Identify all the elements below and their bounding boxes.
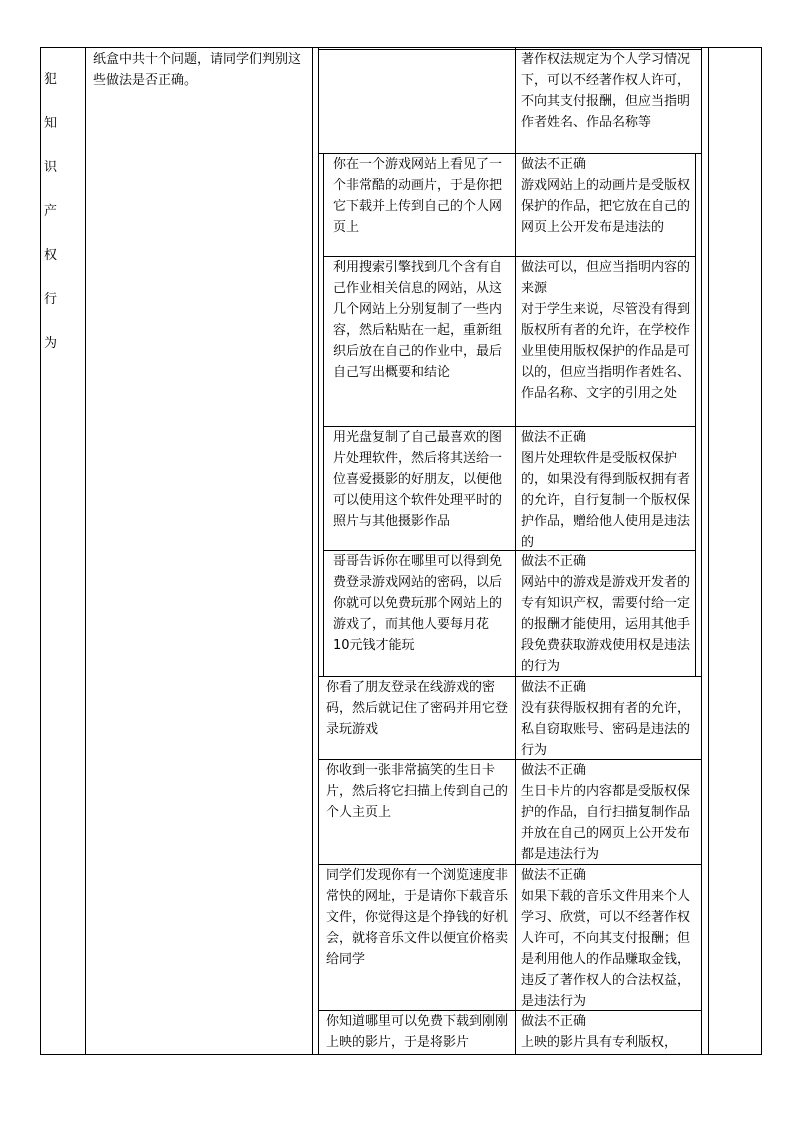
column-divider (708, 47, 709, 1055)
answer-cell: 做法不正确 如果下载的音乐文件用来个人学习、欣赏，可以不经著作权人许可，不向其支付报酬；但是利用他人的作品赚取金钱，违反了著作权人的合法权益，是违法行为 (521, 868, 691, 1009)
answer-cell: 做法不正确 游戏网站上的动画片是受版权保护的作品，把它放在自己的网页上公开发布是违法的 (521, 157, 691, 235)
column-divider (312, 47, 313, 1055)
answer-cell: 做法不正确 网站中的游戏是游戏开发者的专有知识产权，需要付给一定的报酬才能使用，运用其他手段免费获取游戏使用权是违法的行为 (521, 554, 691, 674)
sub-table-edge (695, 153, 696, 676)
answer-cell: 做法不正确 上映的影片具有专利版权， (521, 1014, 678, 1050)
answer-cell: 做法不正确 没有获得版权拥有者的允许，私自窃取账号、密码是违法的行为 (521, 680, 691, 758)
scenario-cell: 你在一个游戏网站上看见了一个非常酷的动画片，于是你把它下载并上传到自己的个人网页上 (333, 157, 503, 235)
scenario-cell: 用光盘复制了自己最喜欢的图片处理软件，然后将其送给一位喜爱摄影的好朋友，以便他可以使用这个软件处理平时的照片与其他摄影作品 (333, 430, 503, 529)
column-divider (701, 47, 702, 1055)
scenario-cell: 同学们发现你有一个浏览速度非常快的网址，于是请你下载音乐文件，你觉得这是个挣钱的好机会，就将音乐文件以便宜价格卖给同学 (326, 868, 509, 967)
scenario-cell: 哥哥告诉你在哪里可以得到免费登录游戏网站的密码，以后你就可以免费玩那个网站上的游戏了，而其他人要每月花10元钱才能玩 (333, 554, 503, 653)
answer-cell: 著作权法规定为个人学习情况下，可以不经著作权人许可，不向其支付报酬，但应当指明作者姓名、作品名称等 (521, 52, 691, 130)
sub-table-edge (323, 153, 324, 676)
answer-cell: 做法不正确 图片处理软件是受版权保护的，如果没有得到版权拥有者的允许，自行复制一个版权保护作品，赠给他人使用是违法的 (521, 430, 691, 550)
scenario-cell: 你知道哪里可以免费下载到刚刚上映的影片，于是将影片 (326, 1014, 509, 1050)
answer-cell: 做法可以，但应当指明内容的来源 对于学生来说，尽管没有得到版权所有者的允许，在学校作业里使用版权保护的作品是可以的，但应当指明作者姓名、作品名称、文字的引用之处 (521, 260, 691, 401)
column-divider (85, 47, 86, 1055)
column-divider (318, 47, 319, 1055)
answer-cell: 做法不正确 生日卡片的内容都是受版权保护的作品，自行扫描复制作品并放在自己的网页上公开发布都是违法行为 (521, 763, 691, 862)
scenario-cell: 你看了朋友登录在线游戏的密码，然后就记住了密码并用它登录玩游戏 (326, 680, 509, 737)
scenario-cell: 你收到一张非常搞笑的生日卡片，然后将它扫描上传到自己的个人主页上 (326, 763, 509, 820)
column-divider (515, 47, 516, 1055)
intro-text: 纸盒中共十个问题，请同学们判别这些做法是否正确。 (93, 52, 302, 88)
scenario-cell: 利用搜索引擎找到几个含有自己作业相关信息的网站，从这几个网站上分别复制了一些内容，然后粘贴在一起，重新组织后放在自己的作业中，最后自己写出概要和结论 (333, 260, 503, 380)
category-label: 犯知 识产 权行 为 (44, 72, 67, 351)
